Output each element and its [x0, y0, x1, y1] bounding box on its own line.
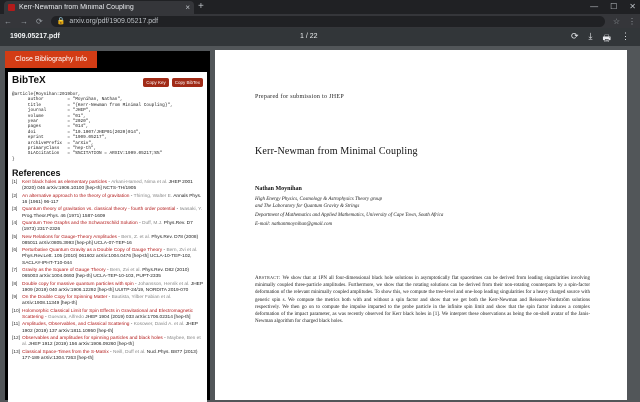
close-bibliography-button[interactable]: Close Bibliography Info [5, 51, 97, 68]
paper-abstract [255, 275, 590, 325]
reference-number: [3] [12, 207, 18, 213]
pdf-toolbar [0, 28, 640, 46]
paper-affiliations [255, 196, 585, 230]
reference-title-link[interactable]: New Relations for Gauge-Theory Amplitudes [22, 234, 117, 240]
reference-number: [13] [12, 349, 21, 355]
bibliography-panel[interactable] [8, 72, 207, 402]
reference-title-link[interactable]: On the Double Copy for Spinning Matter [22, 295, 108, 301]
reference-body: Amplitudes, Observables, and Classical Scattering - Kosower, David A. et al. JHEP 1902 (2019) 137 arXiv:1811.10950 [hep-th] [22, 322, 198, 334]
abstract-label: Abstract: [255, 276, 281, 281]
email-line: E-mail: nathantmoynihan@gmail.com [255, 222, 333, 227]
reference-authors: Bautista, Yilber Fabian et al. [111, 295, 172, 301]
minimize-icon[interactable]: — [590, 2, 599, 11]
close-window-icon[interactable]: ✕ [629, 2, 636, 11]
reference-number: [5] [12, 234, 18, 240]
bibtex-line: archivePrefix = "arXiv", [12, 140, 94, 146]
reference-details: Phys.Rev. D82 (2010) 065003 arXiv:1004.0693 [hep-th] UCLA-TEP-10-103, PUPT-2335 [22, 268, 190, 280]
reference-item [12, 248, 203, 267]
reference-details: JHEP 1912 (2019) 156 arXiv:1906.09260 [hep-th] [28, 342, 134, 348]
reference-title-link[interactable]: Gravity as the Square of Gauge Theory [22, 268, 106, 274]
copy-key-button[interactable]: Copy Key [143, 78, 169, 87]
paper-title: Kerr-Newman from Minimal Coupling [255, 146, 418, 157]
reference-item [12, 194, 203, 206]
reference-details: JHEP 1904 (2019) 033 arXiv:1706.02314 [hep-th] [85, 315, 191, 321]
reference-number: [8] [12, 281, 18, 287]
reference-authors: Duff, M.J. [142, 221, 163, 227]
reference-details: JHEP 2001 (2020) 046 arXiv:1906.10100 [hep-th] NCTS-TH/1905 [22, 180, 193, 192]
reference-body: Holomorphic Classical Limit for Spin Effects in Gravitational and Electromagnetic Scattering - Guevara, Alfredo JHEP 1904 (2019) 033 arXiv:1706.02314 [hep-th] [22, 308, 194, 321]
arxiv-favicon-icon [8, 4, 15, 11]
address-bar [0, 14, 640, 28]
more-icon[interactable]: ⋮ [621, 31, 630, 41]
reference-title-link[interactable]: Observables and amplitudes for spinning particles and black holes [22, 336, 163, 342]
reference-item [12, 309, 203, 321]
reference-details: Phys.Rev. D78 (2008) 085011 arXiv:0805.3993 [hep-ph] UCLA-07-TEP-16 [22, 234, 199, 246]
reference-authors: Johansson, Henrik et al. [137, 281, 190, 287]
paper-author: Nathan Moynihan [255, 186, 302, 192]
reference-number: [12] [12, 336, 21, 342]
bibtex-line: year = "2020", [12, 119, 92, 125]
reference-title-link[interactable]: Quantum Tree Graphs and the Schwarzschild Solution [22, 221, 138, 227]
reference-item [12, 207, 203, 219]
reference-title-link[interactable]: Kerr black holes as elementary particles [22, 180, 108, 186]
tab-bar [0, 0, 640, 14]
window-controls [590, 0, 636, 13]
reference-body: Observables and amplitudes for spinning particles and black holes - Maybee, Ben et al. JHEP 1912 (2019) 156 arXiv:1906.09260 [hep-th] [22, 336, 201, 348]
reference-item [12, 235, 203, 247]
affiliation-line: Department of Mathematics and Applied Mathematics, University of Cape Town, South Africa [255, 213, 444, 218]
prepared-note: Prepared for submission to JHEP [255, 94, 344, 100]
reference-details: Prog.Theor.Phys. 46 (1971) 1587-1609 [22, 213, 106, 219]
url-text: arxiv.org/pdf/1909.05217.pdf [69, 17, 159, 25]
bibtex-line: primaryClass = "hep-th", [12, 146, 97, 152]
page-indicator: 1 / 22 [300, 33, 318, 40]
lock-icon: 🔒 [56, 18, 66, 25]
reference-authors: Maybee, Ben et al. [22, 336, 201, 348]
reference-details: Phys.Rev.Lett. 105 (2010) 061602 arXiv:1004.0476 [hep-th] UCLA-10-TEP-102, SACLAY-IPHT-T10-044 [22, 254, 192, 266]
download-icon[interactable]: ⤓ [588, 31, 593, 41]
menu-icon[interactable]: ⋮ [628, 16, 636, 26]
bibtex-line: SLACcitation = "%%CITATION = ARXIV:1909.05217;%%" [12, 151, 163, 157]
reload-icon[interactable]: ⟳ [36, 16, 43, 26]
reference-number: [4] [12, 221, 18, 227]
copy-bibtex-button[interactable]: Copy BibTex [172, 78, 203, 87]
bibtex-line: journal = "JHEP", [12, 108, 92, 114]
bibtex-line: volume = "01", [12, 113, 86, 119]
reference-item [12, 322, 203, 334]
bibliography-sidebar [5, 51, 210, 400]
reference-number: [7] [12, 268, 18, 274]
reference-number: [2] [12, 193, 18, 199]
references-heading: References [12, 168, 61, 179]
reference-authors: Thirring, Walter E. [133, 193, 173, 199]
affiliation-line: High Energy Physics, Cosmology & Astrophysics Theory group [255, 197, 383, 202]
bibtex-line: eprint = "1909.05217", [12, 135, 107, 141]
tab-title: Kerr-Newman from Minimal Coupling [19, 4, 134, 11]
close-tab-icon[interactable]: × [185, 3, 190, 12]
reference-title-link[interactable]: Quantum theory of gravitation vs. classical theory - fourth order potential [22, 207, 176, 213]
reference-number: [6] [12, 248, 18, 254]
back-icon[interactable]: ← [4, 16, 12, 26]
bibtex-line: @article{Moynihan:2019bor, [12, 92, 81, 97]
reference-details: Annals Phys. 16 (1961) 96-117 [22, 193, 202, 206]
reference-title-link[interactable]: Perturbative Quantum Gravity as a Double Copy of Gauge Theory [22, 248, 163, 254]
bibtex-line: pages = "014", [12, 124, 89, 130]
reference-item [12, 295, 203, 307]
reference-authors: Arkani-Hamed, Nima et al. [111, 180, 168, 186]
reference-authors: Bern, Zvi et al. [166, 248, 198, 254]
reference-item [12, 350, 203, 362]
reference-body: An alternative approach to the theory of gravitation - Thirring, Walter E. Annals Phys. 16 (1961) 96-117 [22, 193, 202, 206]
reference-authors: Guevara, Alfredo [47, 315, 84, 321]
reference-body: On the Double Copy for Spinning Matter - Bautista, Yilber Fabian et al. arXiv:1908.11349 [hep-th] [22, 295, 172, 307]
reference-authors: Kosower, David A. et al. [133, 322, 185, 328]
reference-item [12, 180, 203, 192]
reference-authors: Iwasaki, Y. [179, 207, 203, 213]
reference-number: [10] [12, 308, 21, 314]
reference-body: Perturbative Quantum Gravity as a Double Copy of Gauge Theory - Bern, Zvi et al. Phys.Rev.Lett. 105 (2010) 061602 arXiv:1004.0476 [hep-th] UCLA-10-TEP-102, SACLAY-IPHT-T10-044 [22, 248, 198, 266]
bookmark-star-icon[interactable]: ☆ [612, 16, 620, 26]
reference-body: New Relations for Gauge-Theory Amplitudes - Bern, Z. et al. Phys.Rev. D78 (2008) 085011 arXiv:0805.3993 [hep-ph] UCLA-07-TEP-16 [22, 234, 199, 246]
affiliation-line: and The Laboratory for Quantum Gravity & Strings [255, 204, 360, 209]
reference-details: arXiv:1908.11349 [hep-th] [22, 301, 77, 307]
reference-title-link[interactable]: Classical Space-Times from the S-Matrix [22, 349, 109, 355]
reference-body: Gravity as the Square of Gauge Theory - Bern, Zvi et al. Phys.Rev. D82 (2010) 065003 arXiv:1004.0693 [hep-th] UCLA-TEP-10-103, PUPT-2335 [22, 268, 190, 280]
forward-icon[interactable]: → [20, 16, 28, 26]
reference-number: [1] [12, 180, 18, 186]
url-field[interactable] [51, 16, 605, 27]
bibtex-line: title = "{Kerr-Newman from Minimal Coupling}", [12, 102, 173, 108]
reference-details: JHEP 1909 (2019) 040 arXiv:1906.12292 [hep-th] UUITP-24/19, NORDITA 2019-070 [22, 281, 203, 293]
reference-title-link[interactable]: Double copy for massive quantum particles with spin [22, 281, 134, 287]
copy-buttons [143, 78, 203, 87]
reference-title-link[interactable]: Holomorphic Classical Limit for Spin Effects in Gravitational and Electromagnetic Scattering [22, 308, 194, 321]
reference-item [12, 282, 203, 294]
reference-item [12, 336, 203, 348]
bibtex-line: author = "Moynihan, Nathan", [12, 97, 123, 103]
reference-body: Double copy for massive quantum particles with spin - Johansson, Henrik et al. JHEP 1909 (2019) 040 arXiv:1906.12292 [hep-th] UUITP-24/19, NORDITA 2019-070 [22, 281, 203, 293]
references-list [12, 180, 203, 362]
reference-details: Phys.Rev. D7 (1973) 2317-2326 [22, 221, 193, 233]
abstract-text: We show that at 1PN all four-dimensional black hole solutions in asymptotically flat spacetimes can be derived from leading singularities involving minimally coupled three-particle amplitudes. Furthermore, we show that the rotating solutions can be derived from their non-rotating counterparts by a spin-factor deformation of the relevant minimally coupled amplitudes. To show this, we compute the tree-level and one-loop leading singularities for a heavy charged source with generic spin s. We compute the metrics both with and without a spin factor and show that we get both the Kerr-Newman and Reissner-Nordström solutions respectively. We then go on to compute the impulse imparted to the probe particle in the infinite spin limit and show that the spin factor induces a complex deformation of the impact parameter, as was recently observed for Kerr black holes in [1]. We interpret these observations as being the on-shell avatar of the Janis-Newman algorithm for charged black holes. [255, 276, 590, 325]
bibtex-entry [12, 92, 203, 162]
reference-details: JHEP 1902 (2019) 137 arXiv:1811.10950 [hep-th] [22, 322, 198, 334]
maximize-icon[interactable]: ☐ [610, 2, 618, 11]
reference-number: [9] [12, 295, 18, 301]
new-tab-icon[interactable]: + [198, 1, 204, 12]
reference-authors: Bern, Z. et al. [121, 234, 150, 240]
browser-tab[interactable] [4, 1, 194, 14]
pdf-filename: 1909.05217.pdf [10, 33, 60, 40]
reference-body: Quantum Tree Graphs and the Schwarzschild Solution - Duff, M.J. Phys.Rev. D7 (1973) 2317-2326 [22, 221, 193, 233]
reference-details: Nucl.Phys. B877 (2013) 177-189 arXiv:1304.7263 [hep-th] [22, 349, 198, 361]
reference-body: Classical Space-Times from the S-Matrix - Neill, Duff et al. Nucl.Phys. B877 (2013) 177-189 arXiv:1304.7263 [hep-th] [22, 349, 198, 361]
reference-title-link[interactable]: Amplitudes, Observables, and Classical Scattering [22, 322, 130, 328]
reference-authors: Neill, Duff et al. [112, 349, 146, 355]
bibtex-heading: BibTeX [12, 75, 46, 86]
rotate-icon[interactable]: ⟳ [570, 31, 579, 41]
reference-item [12, 268, 203, 280]
pdf-page [215, 50, 627, 400]
reference-item [12, 221, 203, 233]
bibtex-line: doi = "10.1007/JHEP01(2020)014", [12, 129, 142, 135]
reference-body: Kerr black holes as elementary particles - Arkani-Hamed, Nima et al. JHEP 2001 (2020) 046 arXiv:1906.10100 [hep-th] NCTS-TH/1905 [22, 180, 193, 192]
reference-number: [11] [12, 322, 20, 328]
bibtex-line: } [12, 156, 15, 162]
pdf-tools [571, 31, 630, 47]
reference-authors: Bern, Zvi et al. [109, 268, 141, 274]
reference-body: Quantum theory of gravitation vs. classical theory - fourth order potential - Iwasaki, Y. Prog.Theor.Phys. 46 (1971) 1587-1609 [22, 207, 203, 219]
print-icon[interactable]: 🖶 [602, 33, 611, 43]
reference-title-link[interactable]: An alternative approach to the theory of gravitation [22, 193, 130, 199]
